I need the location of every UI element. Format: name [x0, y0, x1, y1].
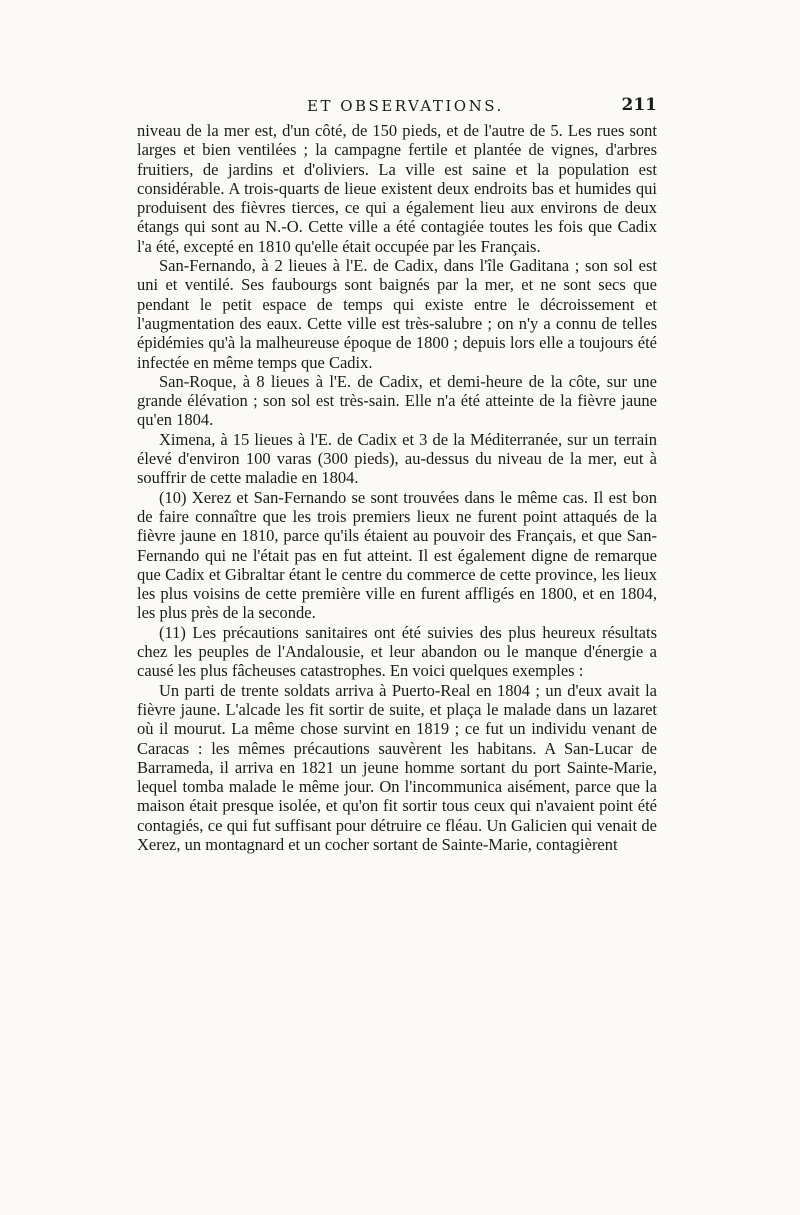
paragraph: Ximena, à 15 lieues à l'E. de Cadix et 3 de la Méditerranée, sur un terrain élevé d'environ 100 varas (300 pieds), au-dessus du niveau de la mer, eut à souffrir de cette maladie en 1804.	[137, 429, 657, 488]
page-number: 211	[621, 95, 657, 115]
paragraph: (10) Xerez et San-Fernando se sont trouvées dans le même cas. Il est bon de faire connaître que les trois premiers lieux ne furent point attaqués de la fièvre jaune en 1810, parce qu'ils étaient au pouvoir des Français, et que San-Fernando qui ne l'était pas en fut atteint. Il est également digne de remarque que Cadix et Gibraltar étant le centre du commerce de cette province, les lieux les plus voisins de cette première ville en furent affligés en 1800, et en 1804, les plus près de la seconde.	[137, 487, 657, 623]
page-header	[137, 97, 657, 121]
paragraph: San-Roque, à 8 lieues à l'E. de Cadix, et demi-heure de la côte, sur une grande élévation ; son sol est très-sain. Elle n'a été atteinte de la fièvre jaune qu'en 1804.	[137, 371, 657, 430]
running-title: ET OBSERVATIONS.	[307, 97, 504, 115]
paragraph: (11) Les précautions sanitaires ont été suivies des plus heureux résultats chez les peuples de l'Andalousie, et leur abandon ou le manque d'énergie a causé les plus fâcheuses catastrophes. En voici quelques exemples :	[137, 622, 657, 681]
paragraph: Un parti de trente soldats arriva à Puerto-Real en 1804 ; un d'eux avait la fièvre jaune. L'alcade les fit sortir de suite, et plaça le malade dans un lazaret où il mourut. La même chose survint en 1819 ; ce fut un individu venant de Caracas : les mêmes précautions sauvèrent les habitans. A San-Lucar de Barrameda, il arriva en 1821 un jeune homme sortant du port Sainte-Marie, lequel tomba malade le même jour. On l'incommunica aisément, parce que la maison était presque isolée, et qu'on fit sortir tous ceux qui n'avaient point été contagiés, ce qui fut suffisant pour détruire ce fléau. Un Galicien qui venait de Xerez, un montagnard et un cocher sortant de Sainte-Marie, contagièrent	[137, 680, 657, 854]
paragraph: San-Fernando, à 2 lieues à l'E. de Cadix, dans l'île Gaditana ; son sol est uni et ventilé. Ses faubourgs sont baignés par la mer, et ne sont secs que pendant le petit espace de temps qui existe entre le décroissement et l'augmentation des eaux. Cette ville est très-salubre ; on n'y a connu de telles épidémies qu'à la malheureuse époque de 1800 ; depuis lors elle a toujours été infectée en même temps que Cadix.	[137, 256, 657, 372]
body-text	[137, 121, 657, 854]
paragraph: niveau de la mer est, d'un côté, de 150 pieds, et de l'autre de 5. Les rues sont larges et bien ventilées ; la campagne fertile et plantée de vignes, d'arbres fruitiers, de jardins et d'oliviers. La ville est saine et la population est considérable. A trois-quarts de lieue existent deux endroits bas et humides qui produisent des fièvres tierces, ce qui a également lieu aux environs de deux étangs qui sont au N.-O. Cette ville a été contagiée toutes les fois que Cadix l'a été, excepté en 1810 qu'elle était occupée par les Français.	[137, 121, 657, 256]
